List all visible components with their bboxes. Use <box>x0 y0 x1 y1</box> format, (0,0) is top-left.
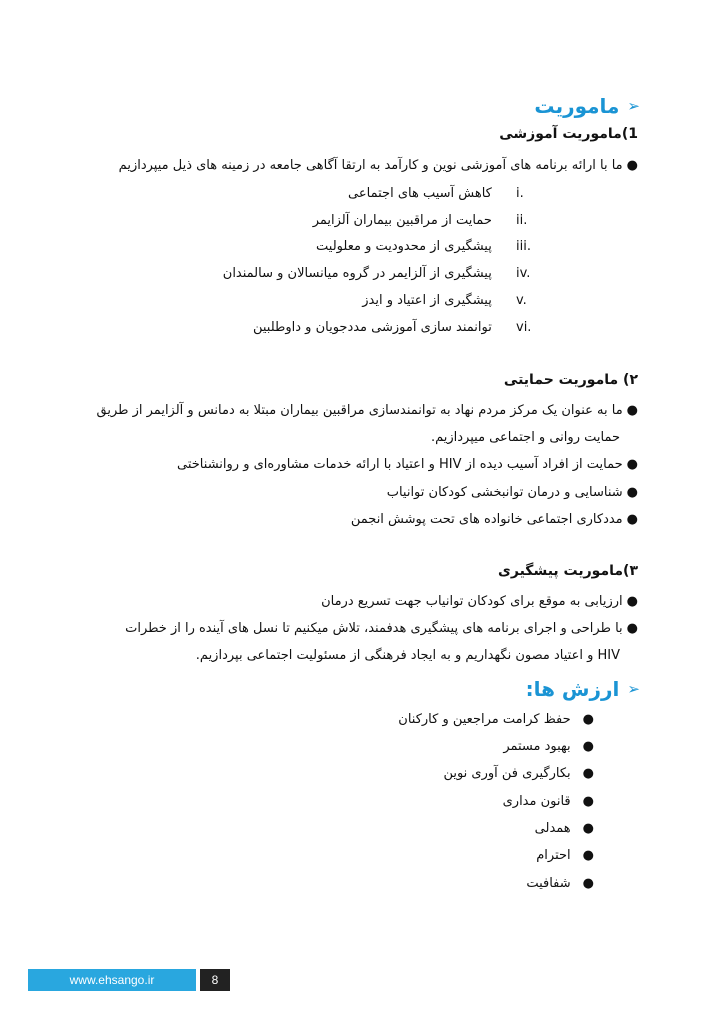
page-number: 8 <box>200 969 230 991</box>
arrowhead-icon: ➢ <box>627 97 640 115</box>
bullet-dot-icon: ● <box>582 848 594 863</box>
list-item: ● احترام <box>536 848 594 863</box>
list-item: ● حفظ کرامت مراجعین و کارکنان <box>398 712 594 727</box>
list-item: ● با طراحی و اجرای برنامه های پیشگیری هدفمند، تلاش میکنیم تا نسل های آینده را از خطرات <box>125 621 638 636</box>
bullet-dot-icon: ● <box>582 766 594 781</box>
list-item: vi. توانمند سازی آموزشی مددجویان و داوطلبین <box>252 320 532 335</box>
education-title: 1)ماموریت آموزشی <box>499 126 638 142</box>
list-item: iv. پیشگیری از آلزایمر در گروه میانسالان و سالمندان <box>222 266 531 281</box>
list-item: iii. پیشگیری از محدودیت و معلولیت <box>316 239 531 254</box>
list-item: ● بهبود مستمر <box>503 739 594 754</box>
list-item: ● مددکاری اجتماعی خانواده های تحت پوشش انجمن <box>350 512 638 527</box>
list-item: ● همدلی <box>534 821 594 836</box>
bullet-dot-icon: ● <box>582 876 594 891</box>
bullet-dot-icon: ● <box>626 485 638 500</box>
bullet-dot-icon: ● <box>582 712 594 727</box>
list-item: ● شناسایی و درمان توانبخشی کودکان توانیاب <box>386 485 638 500</box>
bullet-dot-icon: ● <box>582 821 594 836</box>
mission-heading <box>534 94 640 118</box>
list-item: ● شفافیت <box>526 876 594 891</box>
list-item: ● حمایت از افراد آسیب دیده از HIV و اعتیاد با ارائه خدمات مشاوره‌ای و روانشناختی <box>177 457 638 472</box>
list-item: ii. حمایت از مراقبین بیماران آلزایمر <box>312 213 528 228</box>
footer-website: www.ehsango.ir <box>28 969 196 991</box>
list-item: ● قانون مداری <box>502 794 594 809</box>
bullet-dot-icon: ● <box>582 739 594 754</box>
bullet-dot-icon: ● <box>626 512 638 527</box>
bullet-dot-icon: ● <box>626 158 638 173</box>
list-item: ● ارزیابی به موقع برای کودکان توانیاب جهت تسریع درمان <box>321 594 638 609</box>
list-item: v. پیشگیری از اعتیاد و ایدز <box>362 293 527 308</box>
arrowhead-icon: ➢ <box>627 680 640 698</box>
bullet-dot-icon: ● <box>626 403 638 418</box>
values-heading <box>526 677 640 701</box>
education-intro: ● ما با ارائه برنامه های آموزشی نوین و کارآمد به ارتقا آگاهی جامعه در زمینه های ذیل میپردازیم <box>118 158 638 173</box>
list-item-continuation: حمایت روانی و اجتماعی میپردازیم. <box>430 430 620 445</box>
bullet-dot-icon: ● <box>626 594 638 609</box>
bullet-dot-icon: ● <box>582 794 594 809</box>
list-item: ● ما به عنوان یک مرکز مردم نهاد به توانمندسازی مراقبین بیماران مبتلا به دمانس و آلزایمر از طریق <box>96 403 638 418</box>
bullet-dot-icon: ● <box>626 457 638 472</box>
support-title: ۲) ماموریت حمایتی <box>503 372 638 388</box>
list-item: i. کاهش آسیب های اجتماعی <box>348 186 524 201</box>
bullet-dot-icon: ● <box>626 621 638 636</box>
prevention-title: ۳)ماموریت پیشگیری <box>498 563 638 579</box>
values-title: ارزش ها: <box>525 677 620 701</box>
mission-title: ماموریت <box>534 94 620 118</box>
list-item-continuation: HIV و اعتیاد مصون نگهداریم و به ایجاد فرهنگی از مسئولیت اجتماعی بپردازیم. <box>195 648 620 663</box>
list-item: ● بکارگیری فن آوری نوین <box>443 766 594 781</box>
